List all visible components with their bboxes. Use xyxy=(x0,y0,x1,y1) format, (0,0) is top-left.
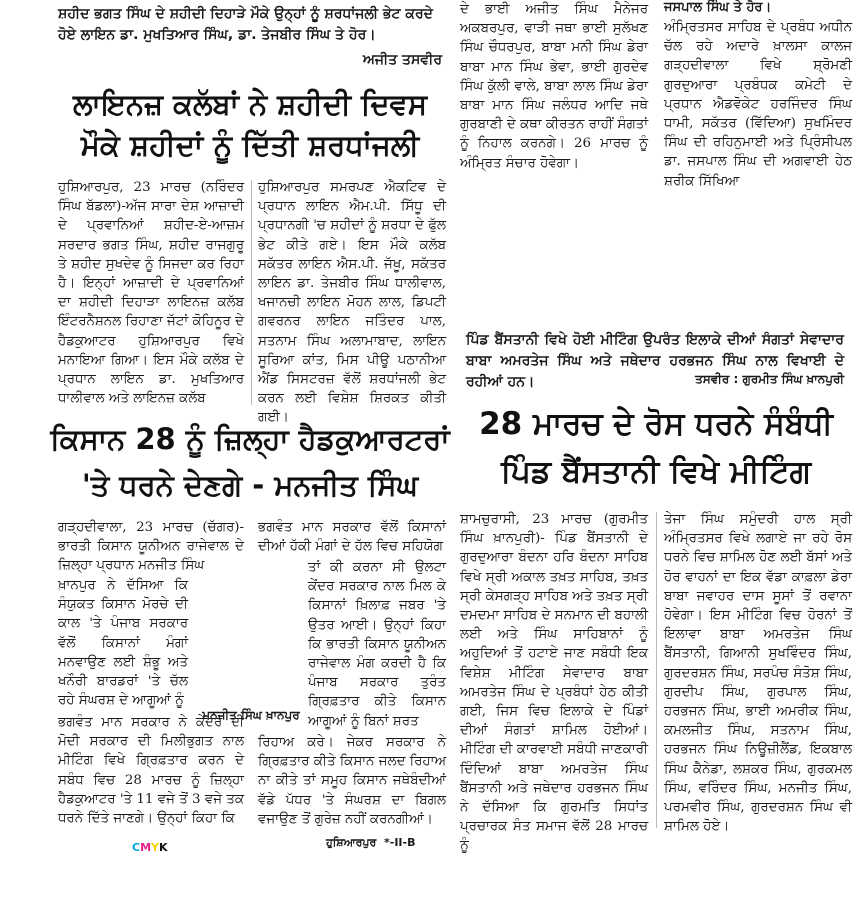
baisatani-photo-credit: ਤਸਵੀਰ : ਗੁਰਮੀਤ ਸਿੰਘ ਖ਼ਾਨਪੁਰੀ xyxy=(695,372,844,386)
kisan-article-col-1-top: ਗੜ੍ਹਦੀਵਾਲਾ, 23 ਮਾਰਚ (ਚੱਗਰ)- ਭਾਰਤੀ ਕਿਸਾਨ ਯੂਨੀਅਨ ਰਾਜੇਵਾਲ ਦੇ ਜ਼ਿਲ੍ਹਾ ਪ੍ਰਧਾਨ ਮਨਜੀਤ ਸਿੰਘ xyxy=(58,520,244,574)
footer-page-code: *-II-B xyxy=(384,836,416,849)
kisan-article-col-2-top: ਭਗਵੰਤ ਮਾਨ ਸਰਕਾਰ ਵੱਲੋਂ ਕਿਸਾਨਾਂ ਦੀਆਂ ਹੱਕੀ ਮੰਗਾਂ ਦੇ ਹੱਲ ਵਿਚ ਸਹਿਯੋਗ xyxy=(258,520,446,555)
top-mid-article-text: ਦੇ ਭਾਈ ਅਜੀਤ ਸਿੰਘ ਮੈਨੇਜਰ ਅਕਬਰਪੁਰ, ਵਾੜੀ ਜਥਾ ਭਾਈ ਸੁਲੱਖਣ ਸਿੰਘ ਚੌਧਰਪੁਰ, ਬਾਬਾ ਮਨੀ ਸਿੰਘ ਡੇਰਾ ਬਾਬਾ ਮਾਨ ਸਿੰਘ ਭੇਵਾ, ਭਾਈ ਗੁਰਦੇਵ ਸਿੰਘ ਕੁੱਲੀ ਵਾਲੇ, ਬਾਬਾ ਲਾਲ ਸਿੰਘ ਡੇਰਾ ਬਾਬਾ ਮਾਨ ਸਿੰਘ ਜਲੰਧਰ ਆਦਿ ਜਥੇ ਗੁਰਬਾਣੀ ਦੇ ਕਥਾ ਕੀਰਤਨ ਰਾਹੀਂ ਸੰਗਤਾਂ ਨੂੰ ਨਿਹਾਲ ਕਰਨਗੇ। 26 ਮਾਰਚ ਨੂੰ ਅੰਮ੍ਰਿਤ ਸੰਚਾਰ ਹੋਵੇਗਾ। xyxy=(460,2,648,171)
lions-headline-line-2: ਮੌਕੇ ਸ਼ਹੀਦਾਂ ਨੂੰ ਦਿੱਤੀ ਸ਼ਰਧਾਂਜਲੀ xyxy=(80,128,420,162)
baisatani-headline-line-2: ਪਿੰਡ ਬੈਂਸਤਾਨੀ ਵਿਖੇ ਮੀਟਿੰਗ xyxy=(500,454,812,490)
top-right-caption: ਜਸਪਾਲ ਸਿੰਘ ਤੇ ਹੋਰ। xyxy=(664,0,772,15)
baisatani-article-col-2: ਤੇਜਾ ਸਿੰਘ ਸਮੁੰਦਰੀ ਹਾਲ ਸ੍ਰੀ ਅੰਮ੍ਰਿਤਸਰ ਵਿਖੇ ਲਗਾਏ ਜਾ ਰਹੇ ਰੋਸ ਧਰਨੇ ਵਿਚ ਸ਼ਾਮਿਲ ਹੋਣ ਲਈ ਬੱਸਾਂ ਅਤੇ ਹੋਰ ਵਾਹਨਾਂ ਦਾ ਇਕ ਵੱਡਾ ਕਾਫ਼ਲਾ ਡੇਰਾ ਬਾਬਾ ਜਵਾਹਰ ਦਾਸ ਸੂਸਾਂ ਤੋਂ ਰਵਾਨਾ ਹੋਵੇਗਾ। ਇਸ ਮੀਟਿੰਗ ਵਿਚ ਹੋਰਨਾਂ ਤੋਂ ਇਲਾਵਾ ਬਾਬਾ ਅਮਰਤੇਜ ਸਿੰਘ ਬੈਂਸਤਾਨੀ, ਗਿਆਨੀ ਸੁਖਵਿੰਦਰ ਸਿੰਘ, ਗੁਰਦਰਸ਼ਨ ਸਿੰਘ, ਸਰਪੰਚ ਸੰਤੋਸ਼ ਸਿੰਘ, ਗੁਰਦੀਪ ਸਿੰਘ, ਗੁਰਪਾਲ ਸਿੰਘ, ਹਰਭਜਨ ਸਿੰਘ, ਭਾਈ ਅਮਰੀਕ ਸਿੰਘ, ਕਮਲਜੀਤ ਸਿੰਘ, ਸਤਨਾਮ ਸਿੰਘ, ਹਰਭਜਨ ਸਿੰਘ ਨਿਊਜ਼ੀਲੈਂਡ, ਇਕਬਾਲ ਸਿੰਘ ਕੈਨੇਡਾ, ਲਸ਼ਕਰ ਸਿੰਘ, ਗੁਰਕਮਲ ਸਿੰਘ, ਵਰਿੰਦਰ ਸਿੰਘ, ਮਨਜੀਤ ਸਿੰਘ, ਪਰਮਵੀਰ ਸਿੰਘ, ਗੁਰਦਰਸ਼ਨ ਸਿੰਘ ਵੀ ਸ਼ਾਮਿਲ ਹੋਏ। xyxy=(664,512,852,835)
lions-article-col-2: ਹੁਸ਼ਿਆਰਪੁਰ ਸਮਰਪਣ ਐਕਟਿਵ ਦੇ ਪ੍ਰਧਾਨ ਲਾਇਨ ਐਮ.ਪੀ. ਸਿੱਧੂ ਦੀ ਪ੍ਰਧਾਨਗੀ 'ਚ ਸ਼ਹੀਦਾਂ ਨੂੰ ਸ਼ਰਧਾ ਦੇ ਫੁੱਲ ਭੇਟ ਕੀਤੇ ਗਏ। ਇਸ ਮੌਕੇ ਕਲੱਬ ਸਕੱਤਰ ਲਾਇਨ ਐਸ.ਪੀ. ਜੱਖੂ, ਸਕੱਤਰ ਲਾਇਨ ਡਾ. ਤੇਜਬੀਰ ਸਿੰਘ ਧਾਲੀਵਾਲ, ਖਜਾਨਚੀ ਲਾਇਨ ਮੋਹਨ ਲਾਲ, ਡਿਪਟੀ ਗਵਰਨਰ ਲਾਇਨ ਜਤਿੰਦਰ ਪਾਲ, ਸਤਨਾਮ ਸਿੰਘ ਅਲਾਮਾਬਾਦ, ਲਾਇਨ ਸੂਰਿਆ ਕਾਂਤ, ਮਿਸ ਪੀਊ ਪਠਾਨੀਆ ਐਂਡ ਸਿਸਟਰਜ਼ ਵੱਲੋਂ ਸ਼ਰਧਾਂਜਲੀ ਭੇਟ ਕਰਨ ਲਈ ਵਿਸ਼ੇਸ਼ ਸ਼ਿਰਕਤ ਕੀਤੀ ਗਈ। xyxy=(258,180,446,426)
footer-edition: ਹੁਸ਼ਿਆਰਪੁਰ xyxy=(326,836,377,849)
baisatani-photo-caption: ਪਿੰਡ ਬੈਂਸਤਾਨੀ ਵਿਖੇ ਹੋਈ ਮੀਟਿੰਗ ਉਪਰੰਤ ਇਲਾਕੇ ਦੀਆਂ ਸੰਗਤਾਂ ਸੇਵਾਦਾਰ ਬਾਬਾ ਅਮਰਤੇਜ ਸਿੰਘ ਅਤੇ ਜਥੇਦਾਰ ਹਰਭਜਨ ਸਿੰਘ ਨਾਲ ਵਿਖਾਈ ਦੇ ਰਹੀਆਂ ਹਨ। xyxy=(466,332,844,390)
kisan-article-col-2-bottom: ਰਿਹਾਅ ਕਰੇ। ਜੇਕਰ ਸਰਕਾਰ ਨੇ ਗ੍ਰਿਫ਼ਤਾਰ ਕੀਤੇ ਕਿਸਾਨ ਜਲਦ ਰਿਹਾਅ ਨਾ ਕੀਤੇ ਤਾਂ ਸਮੂਹ ਕਿਸਾਨ ਜਥੇਬੰਦੀਆਂ ਵੱਡੇ ਪੱਧਰ 'ਤੇ ਸੰਘਰਸ਼ ਦਾ ਬਿਗਲ ਵਜਾਉਣ ਤੋਂ ਗੁਰੇਜ਼ ਨਹੀਂ ਕਰਨਗੀਆਂ। xyxy=(258,735,446,827)
cmyk-c: C xyxy=(132,841,141,854)
lions-headline xyxy=(50,84,450,170)
column-divider xyxy=(656,512,657,828)
kisan-headline xyxy=(50,416,450,512)
cmyk-registration-mark xyxy=(132,836,192,852)
kisan-photo-caption: ਮਨਜੀਤ ਸਿੰਘ ਖ਼ਾਨਪੁਰ xyxy=(202,708,300,722)
baisatani-headline xyxy=(460,400,852,504)
top-right-article-text: ਅੰਮ੍ਰਿਤਸਰ ਸਾਹਿਬ ਦੇ ਪ੍ਰਬੰਧ ਅਧੀਨ ਚੱਲ ਰਹੇ ਅਦਾਰੇ ਖ਼ਾਲਸਾ ਕਾਲਜ ਗੜ੍ਹਦੀਵਾਲਾ ਵਿਖੇ ਸ਼੍ਰੋਮਣੀ ਗੁਰਦੁਆਰਾ ਪ੍ਰਬੰਧਕ ਕਮੇਟੀ ਦੇ ਪ੍ਰਧਾਨ ਐਡਵੋਕੇਟ ਹਰਜਿੰਦਰ ਸਿੰਘ ਧਾਮੀ, ਸਕੱਤਰ (ਵਿੱਦਿਆ) ਸੁਖਮਿੰਦਰ ਸਿੰਘ ਦੀ ਰਹਿਨੁਮਾਈ ਅਤੇ ਪ੍ਰਿੰਸੀਪਲ ਡਾ. ਜਸਪਾਲ ਸਿੰਘ ਦੀ ਅਗਵਾਈ ਹੇਠ ਸ਼ਰੀਕ ਸਿੱਖਿਆ xyxy=(664,20,852,189)
cmyk-y: Y xyxy=(151,841,159,854)
baisatani-article-col-1: ਸ਼ਾਮਚੁਰਾਸੀ, 23 ਮਾਰਚ (ਗੁਰਮੀਤ ਸਿੰਘ ਖ਼ਾਨਪੁਰੀ)- ਪਿੰਡ ਬੈਂਸਤਾਨੀ ਦੇ ਗੁਰਦੁਆਰਾ ਬੰਦਨਾ ਹਰਿ ਬੰਦਨਾ ਸਾਹਿਬ ਵਿਖੇ ਸ੍ਰੀ ਅਕਾਲ ਤਖ਼ਤ ਸਾਹਿਬ, ਤਖ਼ਤ ਸ੍ਰੀ ਕੇਸਗੜ੍ਹ ਸਾਹਿਬ ਅਤੇ ਤਖ਼ਤ ਸ੍ਰੀ ਦਮਦਮਾ ਸਾਹਿਬ ਦੇ ਸਨਮਾਨ ਦੀ ਬਹਾਲੀ ਲਈ ਅਤੇ ਸਿੰਘ ਸਾਹਿਬਾਨਾਂ ਨੂੰ ਅਹੁਦਿਆਂ ਤੋਂ ਹਟਾਏ ਜਾਣ ਸਬੰਧੀ ਇਕ ਵਿਸ਼ੇਸ਼ ਮੀਟਿੰਗ ਸੇਵਾਦਾਰ ਬਾਬਾ ਅਮਰਤੇਜ ਸਿੰਘ ਦੇ ਪ੍ਰਬੰਧਾਂ ਹੇਠ ਕੀਤੀ ਗਈ, ਜਿਸ ਵਿਚ ਇਲਾਕੇ ਦੇ ਪਿੰਡਾਂ ਦੀਆਂ ਸੰਗਤਾਂ ਸ਼ਾਮਿਲ ਹੋਈਆਂ। ਮੀਟਿੰਗ ਦੀ ਕਾਰਵਾਈ ਸਬੰਧੀ ਜਾਣਕਾਰੀ ਦਿੰਦਿਆਂ ਬਾਬਾ ਅਮਰਤੇਜ ਸਿੰਘ ਬੈਂਸਤਾਨੀ ਅਤੇ ਜਥੇਦਾਰ ਹਰਭਜਨ ਸਿੰਘ ਨੇ ਦੱਸਿਆ ਕਿ ਗੁਰਮਤਿ ਸਿਧਾਂਤ ਪ੍ਰਚਾਰਕ ਸੰਤ ਸਮਾਜ ਵੱਲੋਂ 28 ਮਾਰਚ ਨੂੰ xyxy=(460,512,648,854)
lions-headline-line-1: ਲਾਇਨਜ਼ ਕਲੱਬਾਂ ਨੇ ਸ਼ਹੀਦੀ ਦਿਵਸ xyxy=(72,87,428,121)
lions-article-col-1: ਹੁਸ਼ਿਆਰਪੁਰ, 23 ਮਾਰਚ (ਨਰਿੰਦਰ ਸਿੰਘ ਬੱਡਲਾ)-ਅੱਜ ਸਾਰਾ ਦੇਸ਼ ਆਜ਼ਾਦੀ ਦੇ ਪ੍ਰਵਾਨਿਆਂ ਸ਼ਹੀਦ-ਏ-ਆਜ਼ਮ ਸਰਦਾਰ ਭਗਤ ਸਿੰਘ, ਸ਼ਹੀਦ ਰਾਜਗੁਰੂ ਤੇ ਸ਼ਹੀਦ ਸੁਖਦੇਵ ਨੂੰ ਸਿਜਦਾ ਕਰ ਰਿਹਾ ਹੈ। ਇਨ੍ਹਾਂ ਆਜ਼ਾਦੀ ਦੇ ਪ੍ਰਵਾਨਿਆਂ ਦਾ ਸ਼ਹੀਦੀ ਦਿਹਾੜਾ ਲਾਇਨਜ਼ ਕਲੱਬ ਇੰਟਰਨੈਸ਼ਨਲ ਰਿਹਾਣਾ ਜੱਟਾਂ ਕੋਹਿਨੂਰ ਦੇ ਹੈਡਕੁਆਟਰ ਹੁਸ਼ਿਆਰਪੁਰ ਵਿਖੇ ਮਨਾਇਆ ਗਿਆ। ਇਸ ਮੌਕੇ ਕਲੱਬ ਦੇ ਪ੍ਰਧਾਨ ਲਾਇਨ ਡਾ. ਮੁਖਤਿਆਰ ਧਾਲੀਵਾਲ ਅਤੇ ਲਾਇਨਜ਼ ਕਲੱਬ xyxy=(58,180,244,407)
top-left-caption: ਸ਼ਹੀਦ ਭਗਤ ਸਿੰਘ ਦੇ ਸ਼ਹੀਦੀ ਦਿਹਾੜੇ ਮੌਕੇ ਉਨ੍ਹਾਂ ਨੂੰ ਸ਼ਰਧਾਂਜਲੀ ਭੇਟ ਕਰਦੇ ਹੋਏ ਲਾਇਨ ਡਾ. ਮੁਖਤਿਆਰ ਸਿੰਘ, ਡਾ. ਤੇਜਬੀਰ ਸਿੰਘ ਤੇ ਹੋਰ। xyxy=(58,6,433,43)
column-divider xyxy=(251,180,252,405)
top-left-caption-credit: ਅਜੀਤ ਤਸਵੀਰ xyxy=(362,52,442,68)
cmyk-k: K xyxy=(159,841,168,854)
kisan-article-col-1-bottom: ਭਗਵੰਤ ਮਾਨ ਸਰਕਾਰ ਨੇ ਕੇਂਦਰ ਦੀ ਮੋਦੀ ਸਰਕਾਰ ਦੀ ਮਿਲੀਭੁਗਤ ਨਾਲ ਮੀਟਿੰਗ ਵਿਖੇ ਗ੍ਰਿਫ਼ਤਾਰ ਕਰਨ ਦੇ ਸਬੰਧ ਵਿਚ 28 ਮਾਰਚ ਨੂੰ ਜ਼ਿਲ੍ਹਾ ਹੈਡਕੁਆਟਰ 'ਤੇ 11 ਵਜੇ ਤੋਂ 3 ਵਜੇ ਤਕ ਧਰਨੇ ਦਿੱਤੇ ਜਾਣਗੇ। ਉਨ੍ਹਾਂ ਕਿਹਾ ਕਿ xyxy=(58,715,244,827)
cmyk-m: M xyxy=(140,841,152,854)
baisatani-headline-line-1: 28 ਮਾਰਚ ਦੇ ਰੋਸ ਧਰਨੇ ਸੰਬੰਧੀ xyxy=(479,406,833,442)
kisan-headline-line-1: ਕਿਸਾਨ 28 ਨੂੰ ਜ਼ਿਲ੍ਹਾ ਹੈਡਕੁਆਰਟਰਾਂ xyxy=(50,422,450,456)
kisan-article-col-2-mid: ਤਾਂ ਕੀ ਕਰਨਾ ਸੀ ਉਲਟਾ ਕੇਂਦਰ ਸਰਕਾਰ ਨਾਲ ਮਿਲ ਕੇ ਕਿਸਾਨਾਂ ਖ਼ਿਲਾਫ਼ ਜਬਰ 'ਤੇ ਉਤਰ ਆਈ। ਉਨ੍ਹਾਂ ਕਿਹਾ ਕਿ ਭਾਰਤੀ ਕਿਸਾਨ ਯੂਨੀਅਨ ਰਾਜੇਵਾਲ ਮੰਗ ਕਰਦੀ ਹੈ ਕਿ ਪੰਜਾਬ ਸਰਕਾਰ ਤੁਰੰਤ ਗ੍ਰਿਫ਼ਤਾਰ ਕੀਤੇ ਕਿਸਾਨ ਆਗੂਆਂ ਨੂੰ ਬਿਨਾਂ ਸ਼ਰਤ xyxy=(308,560,446,729)
kisan-headline-line-2: 'ਤੇ ਧਰਨੇ ਦੇਣਗੇ - ਮਨਜੀਤ ਸਿੰਘ xyxy=(81,468,419,502)
kisan-article-col-1-mid: ਖ਼ਾਨਪੁਰ ਨੇ ਦੱਸਿਆ ਕਿ ਸੰਯੁਕਤ ਕਿਸਾਨ ਮੋਰਚੇ ਦੀ ਕਾਲ 'ਤੇ ਪੰਜਾਬ ਸਰਕਾਰ ਵੱਲੋਂ ਕਿਸਾਨਾਂ ਮੰਗਾਂ ਮਨਵਾਉਣ ਲਈ ਸ਼ੰਭੂ ਅਤੇ ਖਨੌਰੀ ਬਾਰਡਰਾਂ 'ਤੇ ਚੱਲ ਰਹੇ ਸੰਘਰਸ਼ ਦੇ ਆਗੂਆਂ ਨੂੰ xyxy=(58,578,188,709)
